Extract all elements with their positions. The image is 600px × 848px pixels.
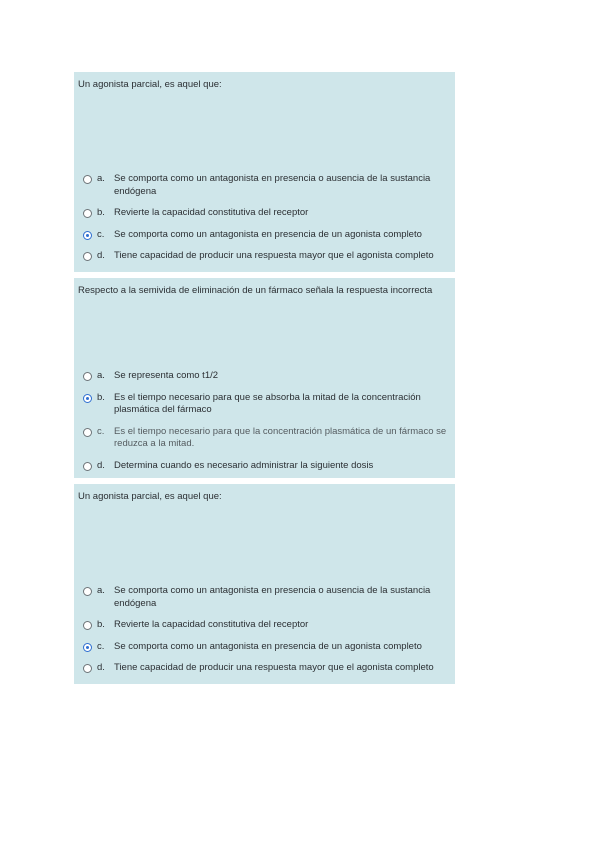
radio-checked-icon[interactable] bbox=[83, 231, 92, 240]
radio-unchecked-icon[interactable] bbox=[83, 621, 92, 630]
option-text: Es el tiempo necesario para que la concentración plasmática de un fármaco se reduzca a la mitad. bbox=[114, 425, 447, 449]
answer-option-c[interactable] bbox=[83, 229, 449, 242]
question-text: Un agonista parcial, es aquel que: bbox=[78, 491, 222, 502]
answer-option-d[interactable] bbox=[83, 662, 449, 675]
option-letter: b. bbox=[97, 619, 105, 630]
option-text: Tiene capacidad de producir una respuesta mayor que el agonista completo bbox=[114, 250, 434, 261]
question-text: Un agonista parcial, es aquel que: bbox=[78, 79, 222, 90]
option-text: Se comporta como un antagonista en presencia o ausencia de la sustancia endógena bbox=[114, 173, 431, 197]
radio-checked-icon[interactable] bbox=[83, 394, 92, 403]
answer-option-c[interactable] bbox=[83, 641, 449, 654]
option-text: Se representa como t1/2 bbox=[114, 370, 219, 381]
answer-option-b[interactable] bbox=[83, 392, 449, 417]
option-text: Determina cuando es necesario administrar la siguiente dosis bbox=[114, 459, 374, 471]
answer-option-d[interactable] bbox=[83, 460, 449, 473]
answer-list bbox=[83, 173, 449, 272]
option-text: Tiene capacidad de producir una respuesta mayor que el agonista completo bbox=[114, 662, 434, 673]
radio-checked-icon[interactable] bbox=[83, 643, 92, 652]
option-text: Es el tiempo necesario para que se absorba la mitad de la concentración plasmática del fármaco bbox=[114, 391, 421, 415]
option-letter: a. bbox=[97, 370, 105, 381]
answer-list bbox=[83, 585, 449, 684]
option-letter: c. bbox=[97, 228, 105, 240]
radio-unchecked-icon[interactable] bbox=[83, 372, 92, 381]
option-letter: a. bbox=[97, 585, 105, 596]
question-text: Respecto a la semivida de eliminación de un fármaco señala la respuesta incorrecta bbox=[78, 285, 433, 296]
answer-option-c[interactable] bbox=[83, 426, 449, 451]
question-card-3 bbox=[74, 484, 455, 684]
radio-unchecked-icon[interactable] bbox=[83, 252, 92, 261]
answer-option-a[interactable] bbox=[83, 585, 449, 610]
radio-unchecked-icon[interactable] bbox=[83, 428, 92, 437]
answer-option-d[interactable] bbox=[83, 250, 449, 263]
answer-option-b[interactable] bbox=[83, 619, 449, 632]
option-text: Se comporta como un antagonista en presencia o ausencia de la sustancia endógena bbox=[114, 585, 431, 609]
answer-option-a[interactable] bbox=[83, 370, 449, 383]
option-letter: d. bbox=[97, 662, 105, 673]
option-text: Se comporta como un antagonista en presencia de un agonista completo bbox=[114, 640, 422, 652]
radio-unchecked-icon[interactable] bbox=[83, 587, 92, 596]
option-text: Se comporta como un antagonista en presencia de un agonista completo bbox=[114, 228, 422, 240]
option-letter: a. bbox=[97, 173, 105, 184]
option-letter: b. bbox=[97, 207, 105, 218]
option-letter: c. bbox=[97, 640, 105, 652]
radio-unchecked-icon[interactable] bbox=[83, 462, 92, 471]
option-letter: b. bbox=[97, 391, 105, 403]
option-letter: c. bbox=[97, 425, 105, 437]
option-letter: d. bbox=[97, 459, 105, 471]
option-text: Revierte la capacidad constitutiva del receptor bbox=[114, 207, 309, 218]
question-card-1 bbox=[74, 72, 455, 272]
answer-option-b[interactable] bbox=[83, 207, 449, 220]
radio-unchecked-icon[interactable] bbox=[83, 209, 92, 218]
question-card-2 bbox=[74, 278, 455, 478]
answer-list bbox=[83, 370, 449, 481]
radio-unchecked-icon[interactable] bbox=[83, 175, 92, 184]
option-letter: d. bbox=[97, 250, 105, 261]
radio-unchecked-icon[interactable] bbox=[83, 664, 92, 673]
answer-option-a[interactable] bbox=[83, 173, 449, 198]
option-text: Revierte la capacidad constitutiva del receptor bbox=[114, 619, 309, 630]
